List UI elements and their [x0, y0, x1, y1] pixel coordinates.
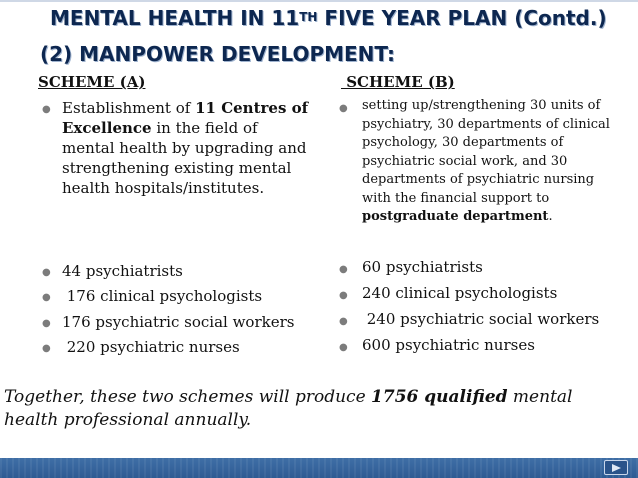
footer-bar [0, 458, 638, 478]
summary-lead: Together, these two schemes will produce [4, 387, 372, 407]
scheme-a-item-1-text: Establishment of [62, 99, 196, 117]
scheme-a-item-5: 220 psychiatric nurses [62, 338, 240, 356]
title-suffix: FIVE YEAR PLAN (Contd.) [317, 6, 607, 30]
bullet-icon: ● [339, 290, 348, 301]
bullet-icon: ● [42, 318, 51, 329]
summary-text [4, 386, 629, 432]
top-rule [0, 0, 638, 2]
scheme-b-item-2: 60 psychiatrists [362, 258, 483, 276]
scheme-b-item-1-tail: . [548, 209, 553, 224]
bullet-icon: ● [339, 342, 348, 353]
next-slide-button[interactable] [604, 460, 628, 475]
bullet-icon: ● [42, 104, 51, 115]
scheme-a-item-1 [62, 98, 314, 198]
scheme-a-item-4: 176 psychiatric social workers [62, 313, 295, 331]
scheme-a-heading: SCHEME (A) [38, 73, 146, 91]
summary-bold: 1756 qualified [371, 387, 508, 407]
bullet-icon: ● [339, 316, 348, 327]
scheme-b-item-1-text: setting up/strengthening 30 units of psychiatry, 30 departments of clinical psychology, 30 departments of psychiatric social work, and 30 departments of psychiatric nursing with the financial support to [362, 98, 610, 206]
bullet-icon: ● [339, 103, 348, 114]
scheme-b-item-5: 600 psychiatric nurses [362, 336, 535, 354]
scheme-b-item-1-bold: postgraduate department [362, 209, 549, 224]
scheme-a-item-3: 176 clinical psychologists [62, 287, 263, 305]
summary-tail: mental health professional annually. [4, 387, 573, 430]
scheme-a-item-2: 44 psychiatrists [62, 262, 183, 280]
scheme-b-item-1 [362, 97, 620, 227]
scheme-a-item-1-bold: 11 Centres of Excellence [62, 99, 309, 137]
bullet-icon: ● [42, 292, 51, 303]
title-superscript: TH [299, 10, 318, 24]
scheme-a-item-1-tail: in the field of mental health by upgrading and strengthening existing mental health hospitals/institutes. [62, 119, 307, 197]
title-prefix: MENTAL HEALTH IN 11 [50, 6, 300, 30]
scheme-b-heading: SCHEME (B) [341, 73, 455, 91]
slide-title [50, 6, 630, 30]
slide-subtitle: (2) MANPOWER DEVELOPMENT: [40, 42, 395, 66]
play-forward-icon [611, 463, 623, 473]
scheme-b-item-3: 240 clinical psychologists [362, 284, 558, 302]
bullet-icon: ● [42, 343, 51, 354]
bullet-icon: ● [42, 267, 51, 278]
scheme-b-item-4: 240 psychiatric social workers [362, 310, 600, 328]
bullet-icon: ● [339, 264, 348, 275]
